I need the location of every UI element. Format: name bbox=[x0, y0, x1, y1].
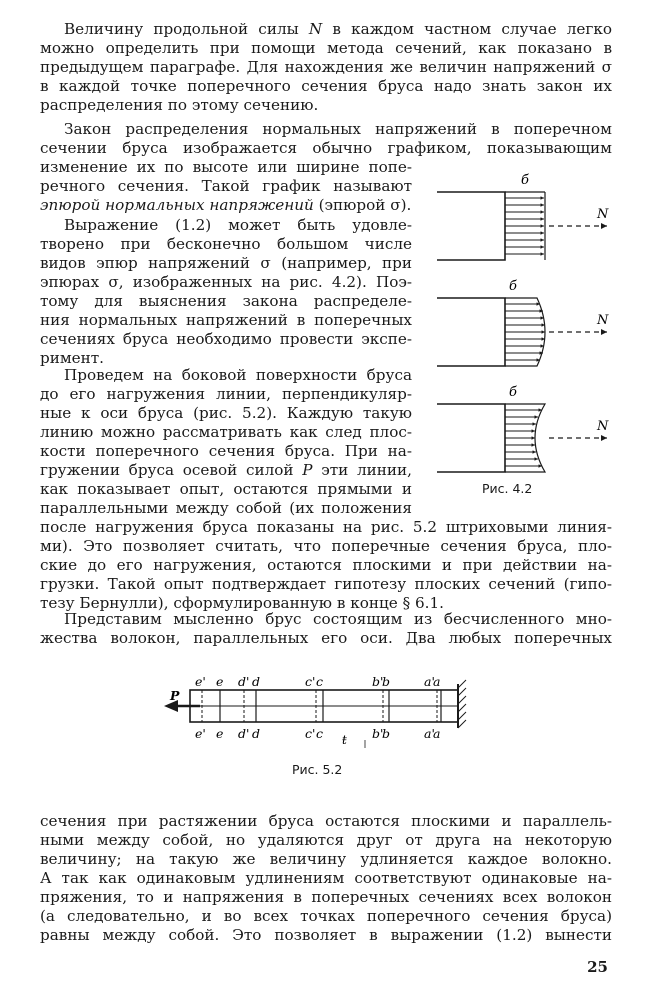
label-d-prime: d' bbox=[238, 674, 250, 689]
text-line: сечении бруса изображается обычно графиком, показывающим bbox=[40, 139, 612, 157]
paragraph-5 bbox=[40, 610, 612, 648]
label-d: d bbox=[252, 726, 261, 741]
text-line: сечения при растяжении бруса остаются плоскими и параллель- bbox=[40, 812, 612, 830]
figure-5-2-caption: Рис. 5.2 bbox=[292, 762, 343, 777]
label-a-prime: a' bbox=[424, 674, 435, 689]
text-line: гружении бруса осевой силой P эти линии, bbox=[40, 461, 412, 479]
text-line: тому для выяснения закона распределе- bbox=[40, 292, 412, 310]
text-line: можно определить при помощи метода сечений, как показано в bbox=[40, 39, 612, 57]
text-line: сечениях бруса необходимо провести экспе- bbox=[40, 330, 412, 348]
label-a: a bbox=[433, 726, 441, 741]
label-b: b bbox=[382, 726, 391, 741]
label-e: e bbox=[216, 674, 224, 689]
paragraph-6 bbox=[40, 812, 612, 945]
text-line: параллельными между собой (их положения bbox=[40, 499, 412, 517]
text-line: линию можно рассматривать как след плос- bbox=[40, 423, 412, 441]
text-line: предыдущем параграфе. Для нахождения же величин напряжений σ bbox=[40, 58, 612, 76]
label-c: c bbox=[316, 674, 324, 689]
text-line: после нагружения бруса показаны на рис. 5.2 штриховыми линия- bbox=[40, 518, 612, 536]
text-line: тезу Бернулли), сформулированную в конце § 6.1. bbox=[40, 594, 444, 612]
text-line: ными между собой, но удаляются друг от друга на некоторую bbox=[40, 831, 612, 849]
fixed-wall bbox=[458, 680, 466, 728]
sigma-label: б bbox=[509, 385, 517, 400]
label-c: c bbox=[316, 726, 324, 741]
label-a-prime: a' bbox=[424, 726, 435, 741]
label-b-prime: b' bbox=[372, 674, 384, 689]
text-line: ные к оси бруса (рис. 5.2). Каждую такую bbox=[40, 404, 412, 422]
label-e-prime: e' bbox=[195, 726, 206, 741]
force-n-label: N bbox=[597, 419, 609, 434]
text-line: распределения по этому сечению. bbox=[40, 96, 319, 114]
text-line: в каждой точке поперечного сечения бруса надо знать закон их bbox=[40, 77, 612, 95]
text-line: римент. bbox=[40, 349, 104, 367]
text-line: ми). Это позволяет считать, что поперечные сечения бруса, пло- bbox=[40, 537, 612, 555]
sigma-label: б bbox=[509, 279, 517, 294]
stress-diagram-convex bbox=[437, 279, 609, 366]
sigma-label: б bbox=[521, 173, 529, 188]
label-b-prime: b' bbox=[372, 726, 384, 741]
text-line: А так как одинаковым удлинениям соответствуют одинаковые на- bbox=[40, 869, 612, 887]
term-italic: эпюрой нормальных напряжений bbox=[40, 196, 314, 214]
text-line: видов эпюр напряжений σ (например, при bbox=[40, 254, 412, 272]
text-line: эпюрах σ, изображенных на рис. 4.2). Поэ- bbox=[40, 273, 412, 291]
text-line-italic: эпюрой нормальных напряжений (эпюрой σ). bbox=[40, 196, 412, 214]
text-line: Закон распределения нормальных напряжений в поперечном bbox=[64, 120, 612, 138]
force-n-label: N bbox=[597, 207, 609, 222]
figure-4-2 bbox=[425, 170, 620, 500]
label-e-prime: e' bbox=[195, 674, 206, 689]
figure-4-2-caption: Рис. 4.2 bbox=[482, 481, 533, 496]
force-p-label: P bbox=[170, 688, 180, 703]
text-line: изменение их по высоте или ширине попе- bbox=[40, 158, 412, 176]
stray-mark: ŧ bbox=[342, 733, 347, 747]
text-line: грузки. Такой опыт подтверждает гипотезу плоских сечений (гипо- bbox=[40, 575, 612, 593]
label-b: b bbox=[382, 674, 391, 689]
text-line: как показывает опыт, остаются прямыми и bbox=[40, 480, 412, 498]
text-line: жества волокон, параллельных его оси. Два любых поперечных bbox=[40, 629, 612, 647]
text-line: (а следовательно, и во всех точках поперечного сечения бруса) bbox=[40, 907, 612, 925]
text-line: величину; на такую же величину удлиняется каждое волокно. bbox=[40, 850, 612, 868]
text-line: творено при бесконечно большом числе bbox=[40, 235, 412, 253]
label-d-prime: d' bbox=[238, 726, 250, 741]
label-e: e bbox=[216, 726, 224, 741]
text-line: речного сечения. Такой график называют bbox=[40, 177, 412, 195]
label-c-prime: c' bbox=[305, 674, 316, 689]
text-line: ния нормальных напряжений в поперечных bbox=[40, 311, 412, 329]
section-labels-top bbox=[195, 674, 440, 689]
label-d: d bbox=[252, 674, 261, 689]
page-number: 25 bbox=[587, 958, 608, 976]
figure-5-2 bbox=[160, 660, 480, 760]
text-line: Величину продольной силы N в каждом частном случае легко bbox=[64, 20, 612, 38]
paragraph-3 bbox=[40, 216, 412, 368]
text-line: кости поперечного сечения бруса. При на- bbox=[40, 442, 412, 460]
text-line: Проведем на боковой поверхности бруса bbox=[64, 366, 412, 384]
section-labels-bottom bbox=[195, 726, 440, 741]
text-line: Представим мысленно брус состоящим из бесчисленного мно- bbox=[64, 610, 612, 628]
stress-diagram-uniform bbox=[437, 173, 609, 260]
text-line: ские до его нагружения, остаются плоскими и при действии на- bbox=[40, 556, 612, 574]
text-line: до его нагружения линии, перпендикуляр- bbox=[40, 385, 412, 403]
text-line: Выражение (1.2) может быть удовле- bbox=[64, 216, 412, 234]
stress-diagram-concave bbox=[437, 385, 609, 472]
force-n-label: N bbox=[597, 313, 609, 328]
label-c-prime: c' bbox=[305, 726, 316, 741]
text-line: пряжения, то и напряжения в поперечных сечениях всех волокон bbox=[40, 888, 612, 906]
label-a: a bbox=[433, 674, 441, 689]
text-line: равны между собой. Это позволяет в выражении (1.2) вынести bbox=[40, 926, 612, 944]
paragraph-1 bbox=[40, 20, 612, 115]
